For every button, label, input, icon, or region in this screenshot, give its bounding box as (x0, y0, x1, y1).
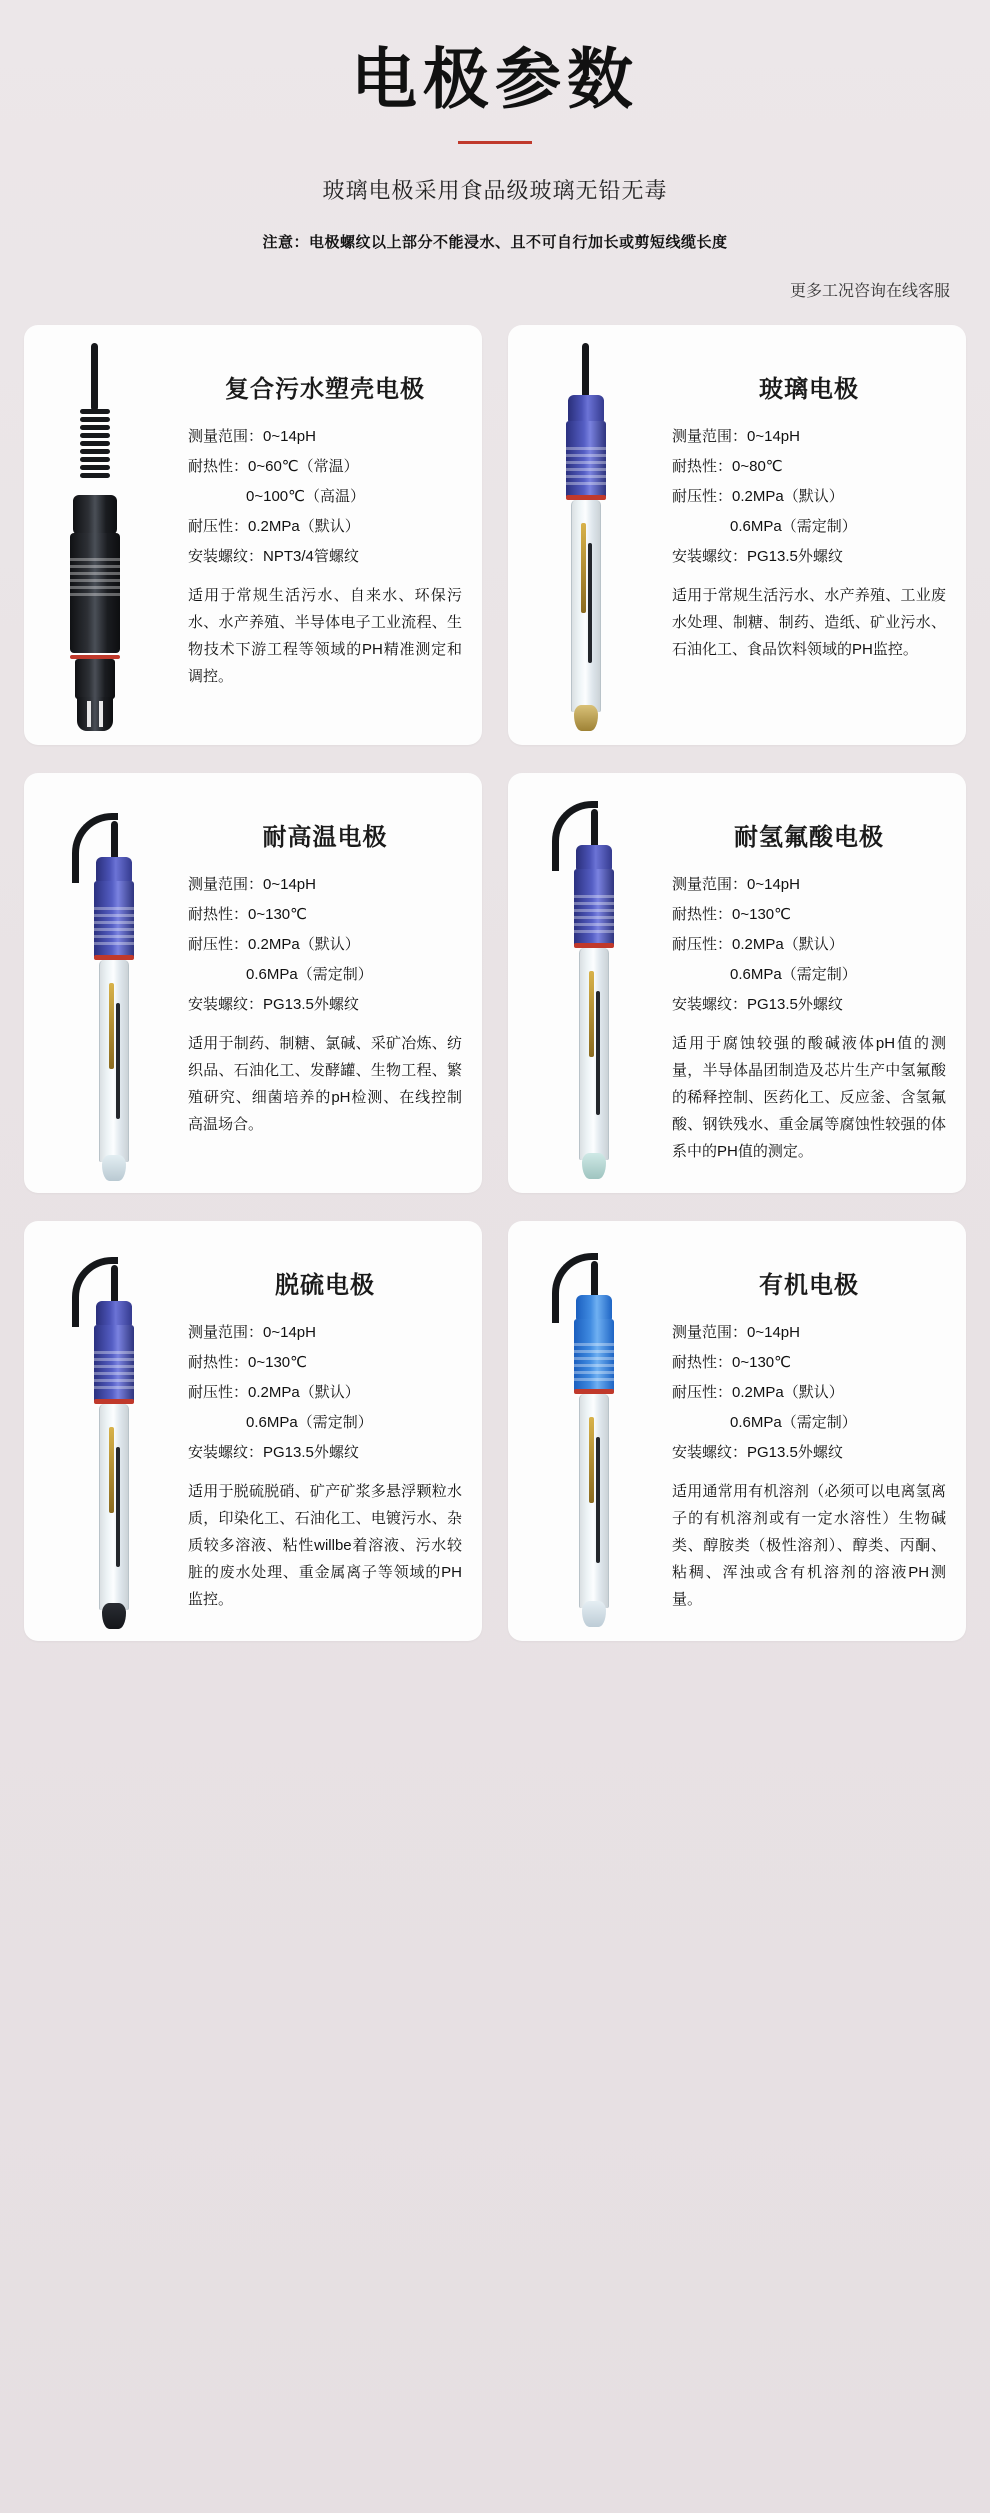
electrode-card-body (672, 343, 946, 723)
electrode-description: 适用于脱硫脱硝、矿产矿浆多悬浮颗粒水质，印染化工、石油化工、电镀污水、杂质较多溶液、粘性willbe着溶液、污水较脏的废水处理、重金属离子等领域的PH监控。 (188, 1483, 462, 1609)
electrode-image-hf (528, 791, 666, 1171)
spec-heat-resistance: 耐热性：0~80℃ (672, 458, 783, 476)
spec-pressure-resistance-custom: 0.6MPa（需定制） (730, 1414, 857, 1432)
electrode-card-body (188, 791, 462, 1171)
spec-pressure-resistance-custom: 0.6MPa（需定制） (246, 1414, 373, 1432)
electrode-title: 耐氢氟酸电极 (734, 824, 884, 852)
notice-line (0, 231, 990, 252)
spec-pressure-resistance-custom: 0.6MPa（需定制） (246, 966, 373, 984)
page-header (0, 0, 990, 301)
electrode-description: 适用于腐蚀较强的酸碱液体pH值的测量，半导体晶团制造及芯片生产中氢氟酸的稀释控制、医药化工、反应釜、含氢氟酸、钢铁残水、重金属等腐蚀性较强的体系中的PH值的测定。 (672, 1035, 946, 1161)
electrode-image-organic (528, 1239, 666, 1619)
probe-illustration (44, 791, 182, 1171)
notice-text: 电极螺纹以上部分不能浸水、且不可自行加长或剪短线缆长度 (309, 234, 728, 252)
spec-pressure-resistance-custom: 0.6MPa（需定制） (730, 966, 857, 984)
electrode-image-hightemp (44, 791, 182, 1171)
electrode-image-glass (528, 343, 666, 723)
electrode-description: 适用通常用有机溶剂（必须可以电离氢离子的有机溶剂或有一定水溶性）生物碱类、醇胺类（极性溶剂）、醇类、丙酮、粘稠、浑浊或含有机溶剂的溶液PH测量。 (672, 1483, 946, 1609)
spec-heat-resistance: 耐热性：0~130℃ (188, 1354, 307, 1372)
electrode-card[interactable] (24, 773, 482, 1193)
electrode-card-grid (0, 301, 990, 1641)
electrode-image-black-plastic (44, 343, 182, 723)
spec-measure-range: 测量范围：0~14pH (188, 876, 316, 894)
electrode-card-body (672, 791, 946, 1171)
spec-measure-range: 测量范围：0~14pH (188, 428, 316, 446)
probe-illustration (44, 1239, 182, 1619)
spec-heat-resistance-high: 0~100℃（高温） (246, 488, 365, 506)
spec-pressure-resistance: 耐压性：0.2MPa（默认） (188, 1384, 360, 1402)
electrode-title: 耐高温电极 (262, 824, 388, 852)
electrode-title: 有机电极 (759, 1272, 859, 1300)
probe-illustration (528, 1239, 666, 1619)
spec-thread: 安装螺纹：NPT3/4管螺纹 (188, 548, 359, 566)
spec-pressure-resistance: 耐压性：0.2MPa（默认） (672, 488, 844, 506)
electrode-card[interactable] (508, 1221, 966, 1641)
electrode-description: 适用于常规生活污水、自来水、环保污水、水产养殖、半导体电子工业流程、生物技术下游工程等领域的PH精准测定和调控。 (188, 587, 462, 686)
spec-thread: 安装螺纹：PG13.5外螺纹 (188, 996, 359, 1014)
notice-label: 注意： (262, 234, 309, 252)
electrode-card-body (188, 1239, 462, 1619)
electrode-image-desulfur (44, 1239, 182, 1619)
electrode-card-body (672, 1239, 946, 1619)
probe-illustration (528, 343, 666, 723)
spec-measure-range: 测量范围：0~14pH (672, 876, 800, 894)
spec-pressure-resistance: 耐压性：0.2MPa（默认） (188, 936, 360, 954)
spec-thread: 安装螺纹：PG13.5外螺纹 (672, 996, 843, 1014)
electrode-title: 复合污水塑壳电极 (225, 376, 425, 404)
electrode-card[interactable] (508, 773, 966, 1193)
page-title: 电极参数 (351, 42, 639, 116)
spec-heat-resistance: 耐热性：0~130℃ (672, 1354, 791, 1372)
spec-heat-resistance: 耐热性：0~60℃（常温） (188, 458, 359, 476)
spec-heat-resistance: 耐热性：0~130℃ (672, 906, 791, 924)
spec-pressure-resistance-custom: 0.6MPa（需定制） (730, 518, 857, 536)
electrode-card[interactable] (24, 325, 482, 745)
page-subtitle: 玻璃电极采用食品级玻璃无铅无毒 (322, 178, 668, 204)
electrode-card[interactable] (508, 325, 966, 745)
more-info-text: 更多工况咨询在线客服 (789, 283, 950, 301)
spec-measure-range: 测量范围：0~14pH (188, 1324, 316, 1342)
probe-illustration (44, 343, 182, 723)
electrode-card-body (188, 343, 462, 723)
spec-thread: 安装螺纹：PG13.5外螺纹 (672, 1444, 843, 1462)
spec-measure-range: 测量范围：0~14pH (672, 428, 800, 446)
spec-pressure-resistance: 耐压性：0.2MPa（默认） (672, 1384, 844, 1402)
electrode-title: 玻璃电极 (759, 376, 859, 404)
spec-pressure-resistance: 耐压性：0.2MPa（默认） (188, 518, 360, 536)
spec-heat-resistance: 耐热性：0~130℃ (188, 906, 307, 924)
electrode-description: 适用于制药、制糖、氯碱、采矿冶炼、纺织品、石油化工、发酵罐、生物工程、繁殖研究、细菌培养的pH检测、在线控制高温场合。 (188, 1035, 462, 1134)
spec-measure-range: 测量范围：0~14pH (672, 1324, 800, 1342)
electrode-card[interactable] (24, 1221, 482, 1641)
probe-illustration (528, 791, 666, 1171)
spec-thread: 安装螺纹：PG13.5外螺纹 (672, 548, 843, 566)
electrode-title: 脱硫电极 (275, 1272, 375, 1300)
spec-thread: 安装螺纹：PG13.5外螺纹 (188, 1444, 359, 1462)
electrode-description: 适用于常规生活污水、水产养殖、工业废水处理、制糖、制药、造纸、矿业污水、石油化工、食品饮料领域的PH监控。 (672, 587, 946, 659)
title-divider (458, 141, 532, 144)
spec-pressure-resistance: 耐压性：0.2MPa（默认） (672, 936, 844, 954)
